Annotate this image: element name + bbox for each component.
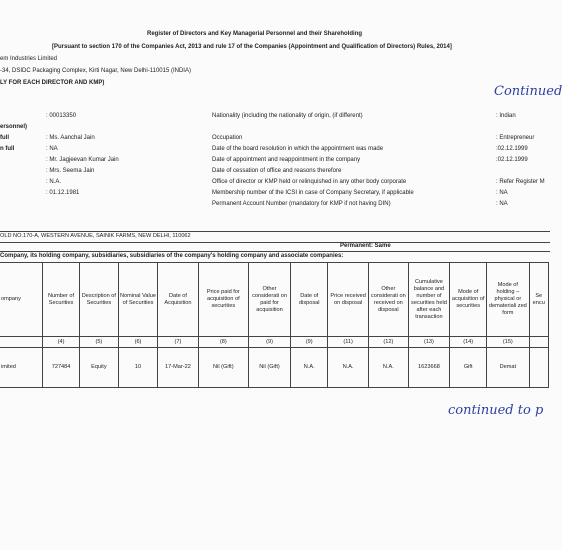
full-label: full (0, 135, 9, 141)
address-line: OLD NO.170-A, WESTERN AVENUE, SAINIK FARMS, NEW DELHI, 110062 (0, 233, 191, 239)
col-number: (13) (408, 337, 450, 348)
spouse-name-value: : Mrs. Seema Jain (46, 168, 95, 174)
cell-date-of-disposal: N.A. (291, 348, 328, 388)
header-date-of-disposal: Date of disposal (291, 263, 328, 337)
header-other-consideration-received: Other considerati on received on disposal (369, 263, 409, 337)
header-company: ompany (0, 263, 43, 337)
header-price-received: Price received on disposal (328, 263, 369, 337)
cell-cumulative-balance: 1623668 (408, 348, 450, 388)
board-resolution-label: Date of the board resolution in which the appointment was made (212, 146, 384, 152)
register-title: Register of Directors and Key Managerial Personnel and their Shareholding (147, 31, 363, 37)
cell-company: imited (0, 348, 43, 388)
occupation-value: : Entrepreneur (496, 135, 535, 141)
header-cumulative-balance: Cumulative balance and number of securities held after each transaction (408, 263, 450, 337)
occupation-label: Occupation (212, 135, 243, 141)
name-value: : Ms. Aanchal Jain (46, 135, 95, 141)
header-encumbrance: Se encu (529, 263, 549, 337)
cell-other-consideration-paid: Nil (Gift) (248, 348, 290, 388)
col-number: (15) (487, 337, 529, 348)
col-number (529, 337, 549, 348)
table-header-row (0, 263, 549, 337)
divider-line (0, 242, 550, 243)
col-number: (9) (291, 337, 328, 348)
cell-price-paid: Nil (Gift) (198, 348, 248, 388)
appointment-label: Date of appointment and reappointment in the company (212, 157, 361, 163)
col-number: (6) (118, 337, 157, 348)
header-nominal-value: Nominal Value of Securities (118, 263, 157, 337)
nationality-label: Nationality (including the nationality of origin, (if different) (212, 113, 363, 119)
table-row (0, 348, 549, 388)
col-number: (5) (79, 337, 118, 348)
father-name-value: : Mr. Jagjeevan Kumar Jain (46, 157, 119, 163)
handwritten-continued: Continued (494, 84, 562, 99)
company-name: em Industries Limited (0, 56, 58, 62)
icsi-value: : NA (496, 190, 508, 196)
header-description: Description of Securities (79, 263, 118, 337)
header-other-consideration-paid: Other considerati on paid for acquisition (248, 263, 290, 337)
cessation-label: Date of cessation of office and reasons therefore (212, 168, 342, 174)
col-number (0, 337, 43, 348)
din-value: : 00013350 (46, 113, 77, 119)
divider-line (0, 251, 550, 252)
header-price-paid: Price paid for acquisition of securities (198, 263, 248, 337)
company-heading: Company, its holding company, subsidiaries, subsidiaries of the company's holding company and associate companies: (0, 253, 344, 259)
pan-label: Permanent Account Number (mandatory for KMP if not having DIN) (212, 201, 391, 207)
board-resolution-value: :02.12.1999 (496, 146, 528, 152)
personnel-label: ersonnel) (0, 124, 28, 130)
icsi-label: Membership number of the ICSI in case of Company Secretary, if applicable (212, 190, 414, 196)
cell-date-of-acquisition: 17-Mar-22 (158, 348, 199, 388)
cell-encumbrance (529, 348, 549, 388)
header-mode-of-holding: Mode of holding – physical or demateriali zed form (487, 263, 529, 337)
cell-other-consideration-received: N.A. (369, 348, 409, 388)
col-number: (4) (43, 337, 80, 348)
dob-value: : 01.12.1981 (46, 190, 80, 196)
cell-number-of-securities: 727484 (43, 348, 80, 388)
cell-mode-of-holding: Demat (487, 348, 529, 388)
cell-price-received: N.A. (328, 348, 369, 388)
office-held-value: : Refer Register M (496, 179, 545, 185)
cell-mode-of-acquisition: Gift (450, 348, 487, 388)
header-date-of-acquisition: Date of Acquisition (158, 263, 199, 337)
company-address: -34, DSIDC Packaging Complex, Kirti Nagar, New Delhi-110015 (INDIA) (0, 68, 191, 74)
col-number: (8) (198, 337, 248, 348)
former-name-value: : NA (46, 146, 58, 152)
col-number: (14) (450, 337, 487, 348)
register-subtitle: [Pursuant to section 170 of the Companies Act, 2013 and rule 17 of the Companies (Appointment and Qualification of Directors) Rules, 2014] (52, 44, 452, 50)
pan-value: : NA (496, 201, 508, 207)
col-number: (7) (158, 337, 199, 348)
cell-nominal-value: 10 (118, 348, 157, 388)
col-number: (9) (248, 337, 290, 348)
divider-line (0, 231, 550, 232)
nationality-value: : Indian (496, 113, 516, 119)
cell-description: Equity (79, 348, 118, 388)
permanent-label: Permanent: Same (340, 243, 391, 249)
shareholding-table (0, 262, 549, 388)
header-number-of-securities: Number of Securities (43, 263, 80, 337)
col-number: (11) (328, 337, 369, 348)
extra-value: : N.A. (46, 179, 62, 185)
table-number-row (0, 337, 549, 348)
section-note: LY FOR EACH DIRECTOR AND KMP) (0, 80, 105, 86)
header-mode-of-acquisition: Mode of acquisition of securities (450, 263, 487, 337)
office-held-label: Office of director or KMP held or relinquished in any other body corporate (212, 179, 407, 185)
col-number: (12) (369, 337, 409, 348)
handwritten-continued-to: continued to p (448, 403, 544, 418)
n-full-label: n full (0, 146, 15, 152)
appointment-value: :02.12.1999 (496, 157, 528, 163)
